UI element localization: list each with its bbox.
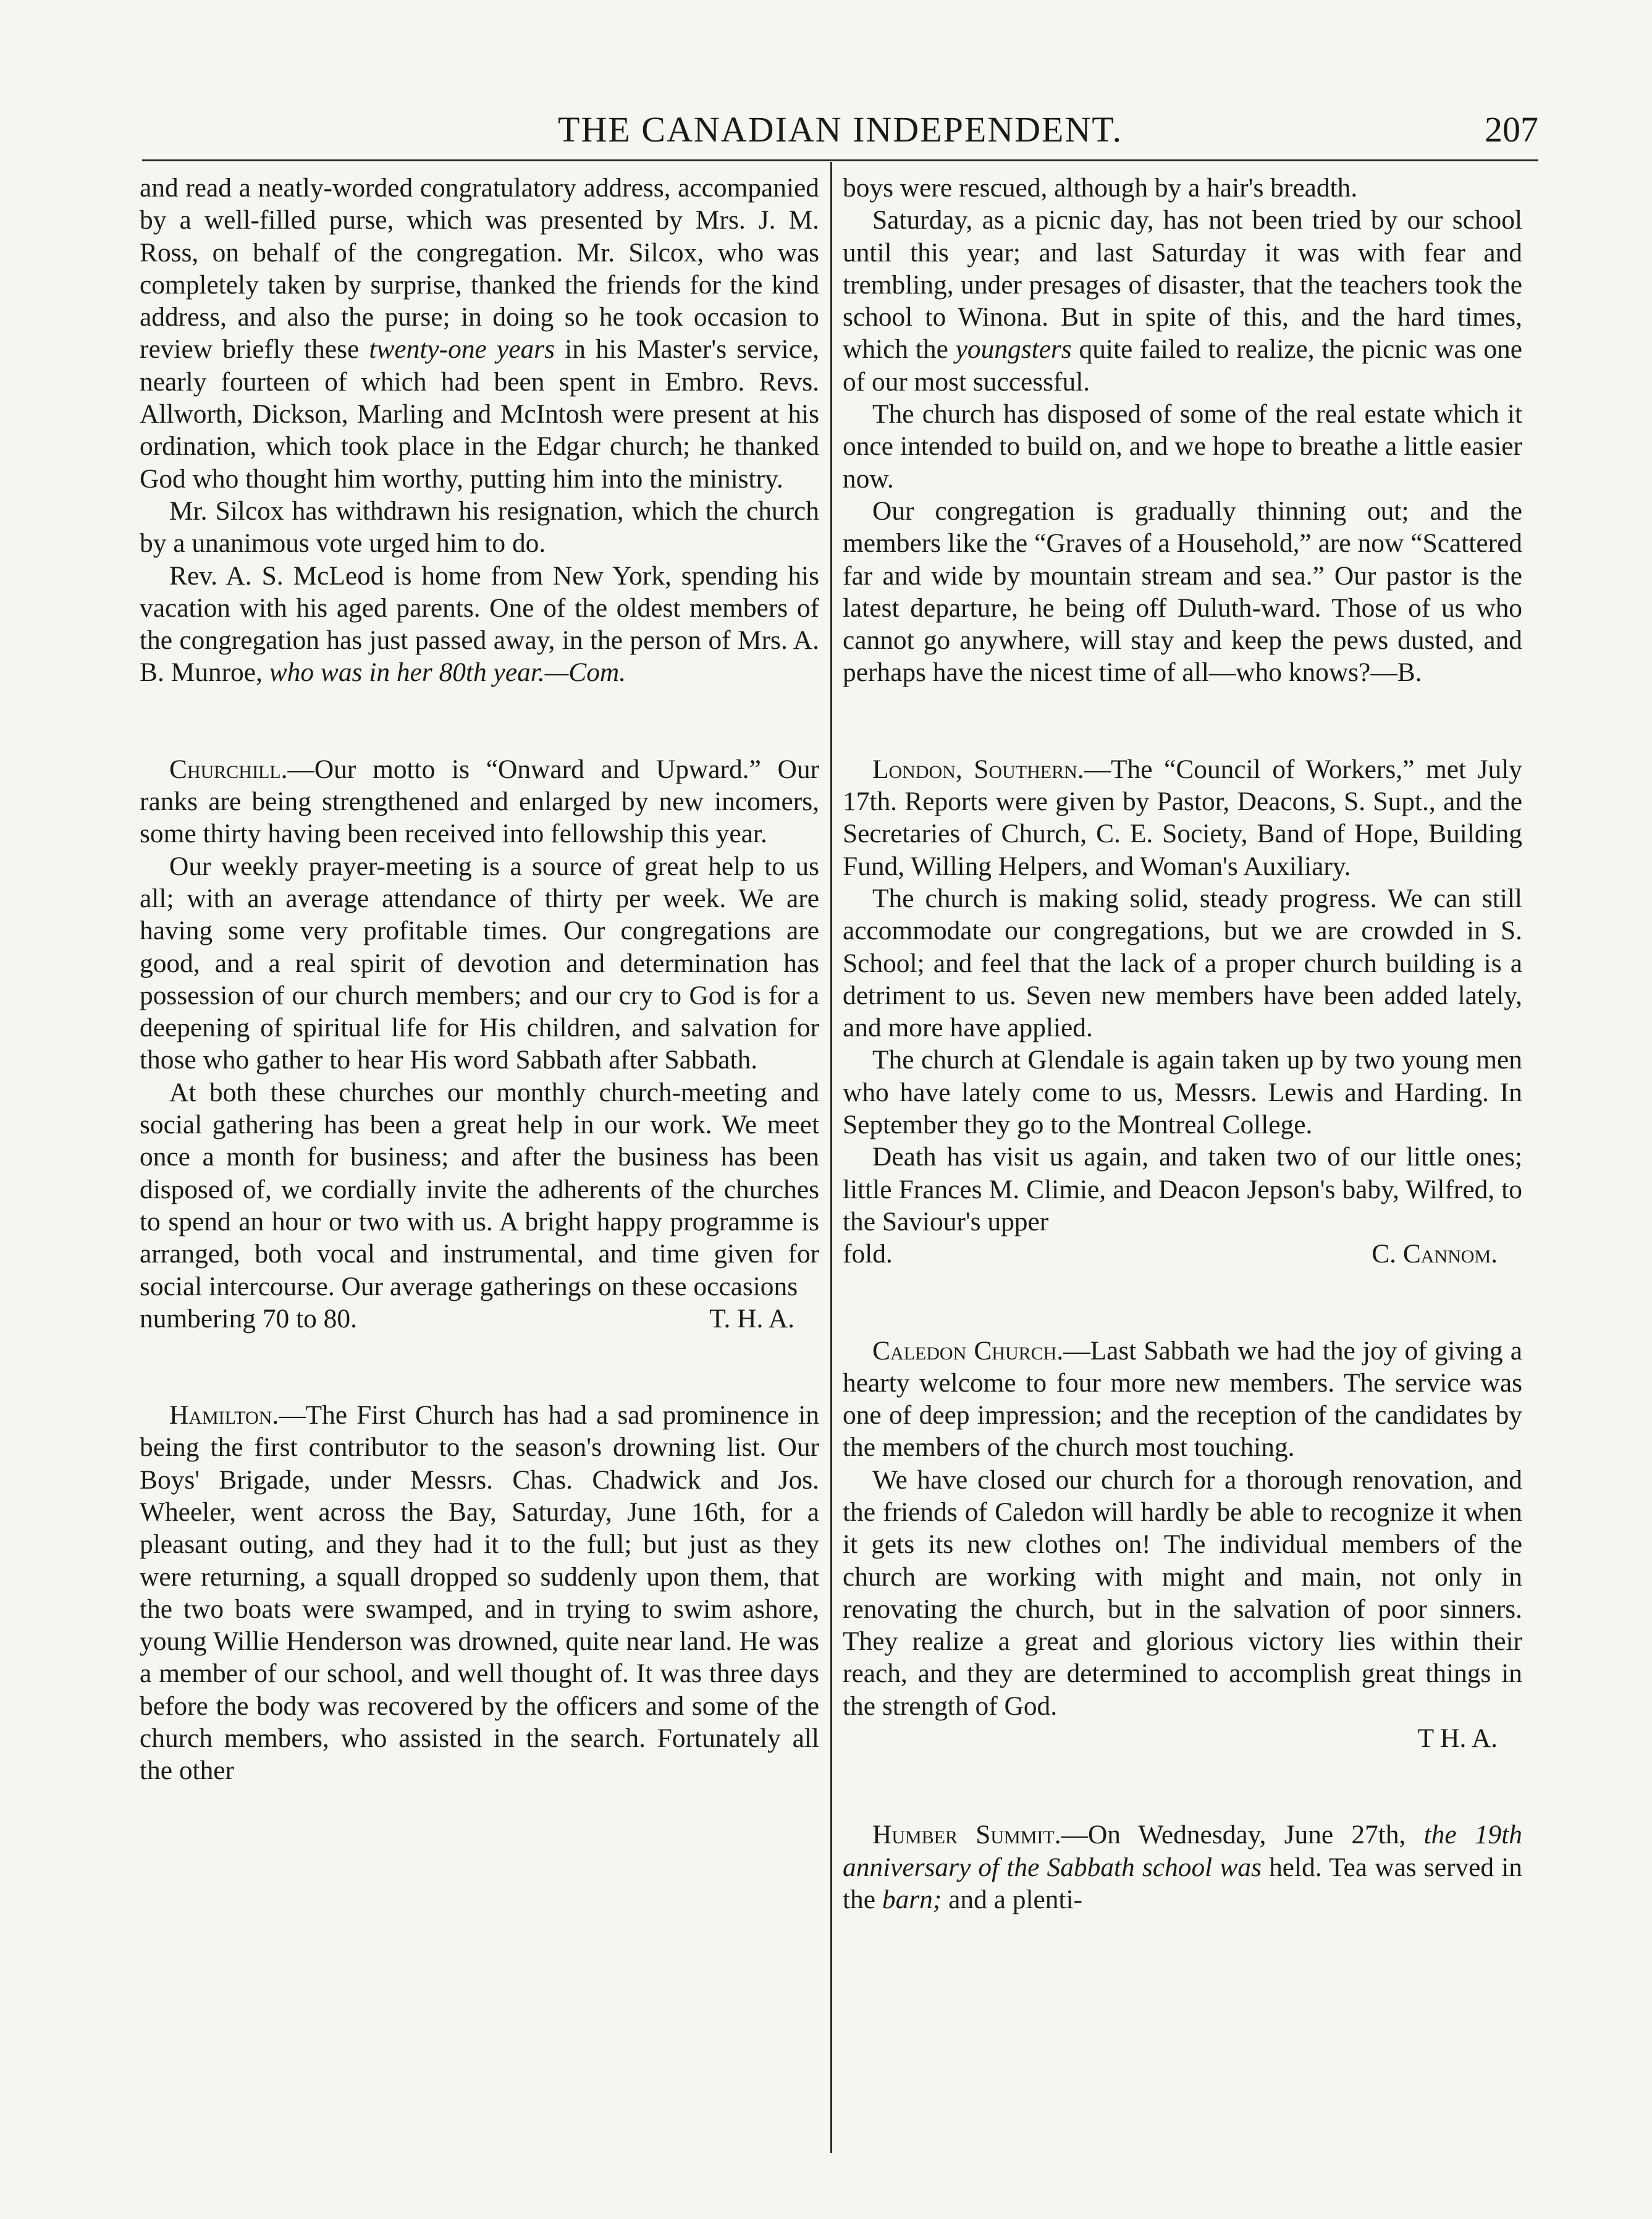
italic-run: barn; xyxy=(882,1884,942,1914)
section-heading-caledon: Caledon Church. xyxy=(872,1335,1064,1366)
text-run: and a plenti- xyxy=(948,1884,1083,1914)
churchill-paragraph-2: Our weekly prayer-meeting is a source of great help to us all; with an average attendance of thirty per week. We are having some very profitable times. Our congregations are good, and a real spirit of devotion and determination has possession of our church members; and our cry to God is for a deepening of spiritual life for His children, and salvation for those who gather to hear His word Sabbath after Sabbath. xyxy=(140,851,819,1075)
text-run: and read a neatly-worded congratulatory address, accompanied by a well-filled purse, which was presented by Mrs. J. M. Ross, on behalf of the congregation. Mr. Silcox, who was completely taken by surprise, thanked the friends for the kind address, and also the purse; in doing so he took occasion to review briefly these xyxy=(140,173,819,365)
text-run: fold. xyxy=(843,1239,893,1269)
italic-run: youngsters xyxy=(955,334,1072,365)
churchill-paragraph-1 xyxy=(140,753,819,850)
embro-paragraph-2: Mr. Silcox has withdrawn his resignation, which the church by a unanimous vote urged him to do. xyxy=(140,496,819,559)
right-column xyxy=(843,172,1522,1916)
signature: T. H. A. xyxy=(709,1303,794,1334)
embro-paragraph-1 xyxy=(140,172,819,495)
london-paragraph-4: Death has visit us again, and taken two of our little ones; little Frances M. Climie, and Deacon Jepson's baby, Wilfred, to the Saviour's upper xyxy=(843,1142,1522,1236)
header-rule xyxy=(142,159,1538,161)
section-gap xyxy=(843,689,1522,753)
london-signature-line xyxy=(843,1238,1522,1270)
caledon-signature: T H. A. xyxy=(1417,1723,1498,1754)
text-run: Saturday, as a picnic day, has not been tried by our school until this year; and last Saturday it was with fear and trembling, under presages of disaster, that the teachers took the school to Winona. But in spite of this, and the hard times, which the xyxy=(843,205,1522,365)
section-gap xyxy=(843,1754,1522,1819)
hamilton-paragraph-2 xyxy=(843,204,1522,398)
london-paragraph-1 xyxy=(843,753,1522,882)
section-gap xyxy=(843,1270,1522,1335)
text-run: held. Tea was served in the xyxy=(843,1852,1522,1914)
churchill-paragraph-3: At both these churches our monthly church-meeting and social gathering has been a great help in our work. We meet once a month for business; and after the business has been disposed of, we cordially invite the adherents of the churches to spend an hour or two with us. A bright happy programme is arranged, both vocal and instrumental, and time given for social intercourse. Our average gatherings on these occasions xyxy=(140,1077,819,1301)
text-run: —On Wednesday, June 27th, xyxy=(1061,1820,1406,1850)
churchill-signature-line xyxy=(140,1303,819,1335)
text-run: —Our motto is “Onward and Upward.” Our ranks are being strengthened and enlarged by new incomers, some thirty having been received into fellowship this year. xyxy=(140,754,819,849)
text-run: numbering 70 to 80. xyxy=(140,1303,357,1334)
caledon-paragraph-2: We have closed our church for a thorough renovation, and the friends of Caledon will hardly be able to recognize it when it gets its new clothes on! The individual members of the church are working with might and main, not only in renovating the church, but in the salvation of poor sinners. They realize a great and glorious victory lies within their reach, and they are determined to accomplish great things in the strength of God. xyxy=(843,1465,1522,1721)
masthead-title: THE CANADIAN INDEPENDENT. xyxy=(558,109,1123,150)
section-gap xyxy=(140,689,819,753)
embro-paragraph-3 xyxy=(140,560,819,689)
italic-run: twenty-one years xyxy=(369,334,555,365)
section-heading-hamilton: Hamilton. xyxy=(169,1400,279,1431)
section-heading-humber: Humber Summit. xyxy=(872,1820,1061,1850)
text-run: —The “Council of Workers,” met July 17th. Reports were given by Pastor, Deacons, S. Supt., and the Secretaries of Church, C. E. Society, Band of Hope, Building Fund, Willing Helpers, and Woman's Auxiliary. xyxy=(843,754,1522,881)
text-run: quite failed to realize, the picnic was one of our most successful. xyxy=(843,334,1522,397)
text-run: —The First Church has had a sad prominence in being the first contributor to the season's drowning list. Our Boys' Brigade, under Messrs. Chas. Chadwick and Jos. Wheeler, went across the Bay, Saturday, June 16th, for a pleasant outing, and they had it to the full; but just as they were returning, a squall dropped so suddenly upon them, that the two boats were swamped, and in trying to swim ashore, young Willie Henderson was drowned, quite near land. He was a member of our school, and well thought of. It was three days before the body was recovered by the officers and some of the church members, who assisted in the search. Fortunately all the other xyxy=(140,1400,819,1786)
hamilton-paragraph-4: Our congregation is gradually thinning out; and the members like the “Graves of a Household,” are now “Scattered far and wide by mountain stream and sea.” Our pastor is the latest departure, he being off Duluth-ward. Those of us who cannot go anywhere, will stay and keep the pews dusted, and perhaps have the nicest time of all—who knows?—B. xyxy=(843,496,1522,688)
caledon-paragraph-1 xyxy=(843,1335,1522,1464)
section-heading-churchill: Churchill. xyxy=(169,754,288,784)
hamilton-paragraph-3: The church has disposed of some of the real estate which it once intended to build on, and we hope to breathe a little easier now. xyxy=(843,399,1522,494)
page-number: 207 xyxy=(1485,109,1538,150)
london-paragraph-3: The church at Glendale is again taken up by two young men who have lately come to us, Messrs. Lewis and Harding. In September they go to the Montreal College. xyxy=(843,1045,1522,1140)
humber-paragraph-1 xyxy=(843,1819,1522,1916)
hamilton-paragraph-1 xyxy=(140,1399,819,1787)
hamilton-continued-paragraph: boys were rescued, although by a hair's breadth. xyxy=(843,173,1358,203)
signature: C. Cannom. xyxy=(1372,1239,1498,1269)
text-run: Rev. A. S. McLeod is home from New York, spending his vacation with his aged parents. One of the oldest members of the congregation has just passed away, in the person of Mrs. A. B. Munroe, xyxy=(140,560,819,688)
left-column xyxy=(140,172,819,1787)
italic-run: who was in her 80th year.—Com. xyxy=(269,657,626,688)
italic-run: the 19th anniversary of the Sabbath school was xyxy=(843,1820,1522,1882)
section-gap xyxy=(140,1335,819,1399)
column-divider xyxy=(830,162,832,2153)
london-paragraph-2: The church is making solid, steady progress. We can still accommodate our congregations, but we are crowded in S. School; and feel that the lack of a proper church building is a detriment to us. Seven new members have been added lately, and more have applied. xyxy=(843,883,1522,1043)
text-run: in his Master's service, nearly fourteen of which had been spent in Embro. Revs. Allworth, Dickson, Marling and McIntosh were present at his ordination, which took place in the Edgar church; he thanked God who thought him worthy, putting him into the ministry. xyxy=(140,334,819,494)
text-run: —Last Sabbath we had the joy of giving a hearty welcome to four more new members. The service was one of deep impression; and the reception of the candidates by the members of the church most touching. xyxy=(843,1335,1523,1463)
page-header xyxy=(142,109,1538,158)
section-heading-london: London, Southern. xyxy=(872,754,1084,784)
